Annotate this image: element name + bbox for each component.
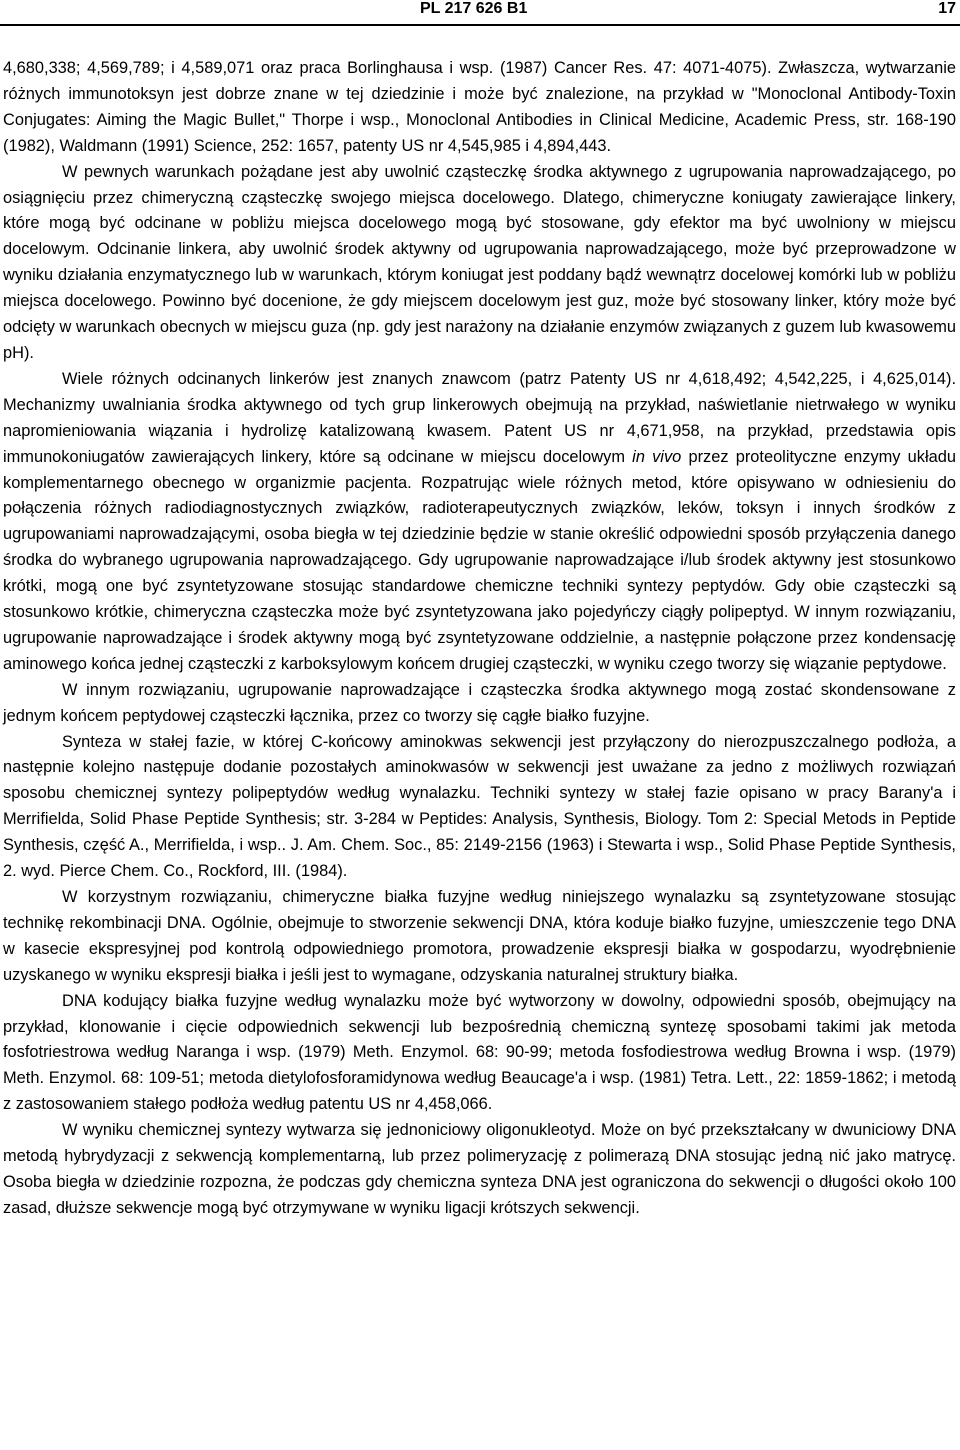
paragraph: Synteza w stałej fazie, w której C-końcowy aminokwas sekwencji jest przyłączony do nierozpuszczalnego podłoża, a następnie kolejno następuje dodanie pozostałych aminokwasów w sekwencji jest uważane za jedno z możliwych rozwiązań sposobu chemicznej syntezy polipeptydów według wynalazku. Techniki syntezy w stałej fazie opisano w pracy Barany'a i Merrifielda, Solid Phase Peptide Synthesis; str. 3-284 w Peptides: Analysis, Synthesis, Biology. Tom 2: Special Metods in Peptide Synthesis, część A., Merrifielda, i wsp.. J. Am. Chem. Soc., 85: 2149-2156 (1963) i Stewarta i wsp., Solid Phase Peptide Synthesis, 2. wyd. Pierce Chem. Co., Rockford, III. (1984). xyxy=(3,732,956,881)
paragraph: DNA kodujący białka fuzyjne według wynalazku może być wytworzony w dowolny, odpowiedni sposób, obejmujący na przykład, klonowanie i cięcie odpowiednich sekwencji lub bezpośrednią chemiczną syntezę sposobami takimi jak metoda fosfotriestrowa według Naranga i wsp. (1979) Meth. Enzymol. 68: 90-99; metoda fosfodiestrowa według Browna i wsp. (1979) Meth. Enzymol. 68: 109-51; metoda dietylofosforamidynowa według Beaucage'a i wsp. (1981) Tetra. Lett., 22: 1859-1862; i metodą z zastosowaniem stałego podłoża według patentu US nr 4,458,066. xyxy=(3,991,956,1114)
paragraph: 4,680,338; 4,569,789; i 4,589,071 oraz praca Borlinghausa i wsp. (1987) Cancer Res. 47: 4071-4075). Zwłaszcza, wytwarzanie różnych immunotoksyn jest dobrze znane w tej dziedzinie i może być znalezione, na przykład w "Monoclonal Antibody-Toxin Conjugates: Aiming the Magic Bullet," Thorpe i wsp., Monoclonal Antibodies in Clinical Medicine, Academic Press, str. 168-190 (1982), Waldmann (1991) Science, 252: 1657, patenty US nr 4,545,985 i 4,894,443. xyxy=(3,59,956,155)
page-header xyxy=(0,0,960,24)
paragraph: Wiele różnych odcinanych linkerów jest znanych znawcom (patrz Patenty US nr 4,618,492; 4,542,225, i 4,625,014). Mechanizmy uwalniania środka aktywnego od tych grup linkerowych obejmują na przykład, naświetlanie nietrwałego w wyniku napromieniowania wiązania i hydrolizę katalizowaną kwasem. Patent US nr 4,671,958, na przykład, przedstawia opis immunokoniugatów zawierających linkery, które są odcinane w miejscu docelowym in vivo przez proteolityczne enzymy układu komplementarnego obecnego w organizmie pacjenta. Rozpatrując wiele różnych metod, które opisywano w odniesieniu do połączenia różnych radiodiagnostycznych związków, radioterapeutycznych związków, leków, toksyn i innych środków z ugrupowaniami naprowadzającymi, osoba biegła w tej dziedzinie będzie w stanie określić odpowiedni sposób przyłączenia danego środka do wybranego ugrupowania naprowadzającego. Gdy ugrupowanie naprowadzające i/lub środek aktywny jest stosunkowo krótki, mogą one być zsyntetyzowane stosując standardowe chemiczne techniki syntezy peptydów. Gdy obie cząsteczki są stosunkowo krótkie, chimeryczna cząsteczka może być zsyntetyzowana jako pojedyńczy ciągły polipeptyd. W innym rozwiązaniu, ugrupowanie naprowadzające i środek aktywny mogą być zsyntetyzowane oddzielnie, a następnie połączone przez kondensację aminowego końca jednej cząsteczki z karboksylowym końcem drugiej cząsteczki, w wyniku czego tworzy się wiązanie peptydowe. xyxy=(3,369,956,673)
document-body xyxy=(3,56,956,1222)
italic-term: in vivo xyxy=(632,447,682,466)
patent-number: PL 217 626 B1 xyxy=(420,0,528,17)
paragraph: W korzystnym rozwiązaniu, chimeryczne białka fuzyjne według niniejszego wynalazku są zsyntetyzowane stosując technikę rekombinacji DNA. Ogólnie, obejmuje to stworzenie sekwencji DNA, która koduje białko fuzyjne, umieszczenie tego DNA w kasecie ekspresyjnej pod kontrolą odpowiedniego promotora, prowadzenie ekspresji białka w gospodarzu, wyodrębnienie uzyskanego w wyniku ekspresji białka i jeśli jest to wymagane, odzyskania naturalnej struktury białka. xyxy=(3,888,956,984)
page-number: 17 xyxy=(938,0,956,17)
header-rule xyxy=(0,24,960,26)
paragraph: W pewnych warunkach pożądane jest aby uwolnić cząsteczkę środka aktywnego z ugrupowania naprowadzającego, po osiągnięciu przez chimeryczną cząsteczkę swojego miejsca docelowego. Dlatego, chimeryczne koniugaty zawierające linkery, które mogą być odcinane w pobliżu miejsca docelowego mogą być stosowane, gdy efektor ma być uwolniony w miejscu docelowym. Odcinanie linkera, aby uwolnić środek aktywny od ugrupowania naprowadzającego, może być przeprowadzone w wyniku działania enzymatycznego lub w warunkach, którym koniugat jest poddany bądź wewnątrz docelowej komórki lub w pobliżu miejsca docelowego. Powinno być docenione, że gdy miejscem docelowym jest guz, może być stosowany linker, który może być odcięty w warunkach obecnych w miejscu guza (np. gdy jest narażony na działanie enzymów związanych z guzem lub kwasowemu pH). xyxy=(3,162,956,362)
paragraph: W wyniku chemicznej syntezy wytwarza się jednoniciowy oligonukleotyd. Może on być przekształcany w dwuniciowy DNA metodą hybrydyzacji z sekwencją komplementarną, lub przez polimeryzację z polimerazą DNA stosując jedną nić jako matrycę. Osoba biegła w dziedzinie rozpozna, że podczas gdy chemiczna synteza DNA jest ograniczona do sekwencji o długości około 100 zasad, dłuższe sekwencje mogą być otrzymywane w wyniku ligacji krótszych sekwencji. xyxy=(3,1121,956,1217)
paragraph: W innym rozwiązaniu, ugrupowanie naprowadzające i cząsteczka środka aktywnego mogą zostać skondensowane z jednym końcem peptydowej cząsteczki łącznika, przez co tworzy się cągłe białko fuzyjne. xyxy=(3,680,956,725)
